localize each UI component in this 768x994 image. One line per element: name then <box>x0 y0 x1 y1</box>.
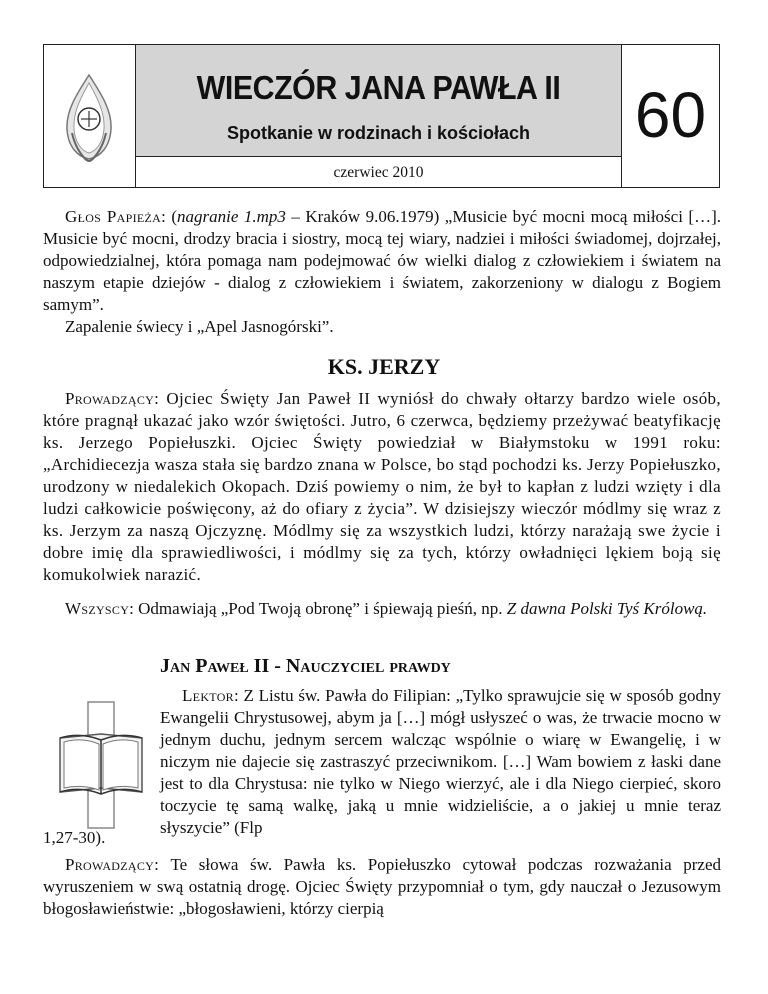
open-book-cross-icon <box>56 700 146 830</box>
main-title: WIECZÓR JANA PAWŁA II <box>196 69 561 106</box>
host-label: Prowadzący: <box>65 389 160 408</box>
section-heading-ks-jerzy: KS. JERZY <box>327 354 441 379</box>
issue-number-cell <box>621 45 719 187</box>
pope-voice-paragraph <box>43 206 721 316</box>
title-band <box>136 45 621 157</box>
issue-date: czerwiec 2010 <box>333 164 424 181</box>
section-heading-teacher: Jan Paweł II - Nauczyciel prawdy <box>160 655 451 677</box>
host-text-2: Te słowa św. Pawła ks. Popiełuszko cytował podczas rozważania przed wyruszeniem w swą ostatnią drogę. Ojciec Święty przypomniał o tym, gdy nauczał o Jezusowym błogosławieństwie: „błogosławieni, którzy cierpią <box>43 855 721 918</box>
all-text: : Odmawiają „Pod Twoją obronę” i śpiewają pieśń, np. <box>129 599 507 618</box>
issue-number: 60 <box>634 79 707 151</box>
all-paragraph <box>43 598 721 620</box>
title-cell <box>136 45 621 187</box>
host-text: Ojciec Święty Jan Paweł II wyniósł do chwały ołtarzy bardzo wiele osób, które pragnął ukazać jako wzór świętości. Jutro, 6 czerwca, będziemy przeżywać beatyfikację ks. Jerzego Popiełuszki. Ojciec Święty powiedział w Białymstoku w 1991 roku: „Archidiecezja wasza stała się bardzo znana w Polsce, bo stąd pochodzi ks. Jerzy Popiełuszko, urodzony w niedalekich Okopach. Dziś powiemy o nim, że był to kapłan z ludzi wzięty i dla ludzi całkowicie poświęcony, aż do ofiary z życia”. W dzisiejszy wieczór módlmy się wraz z ks. Jerzym za naszą Ojczyznę. Módlmy się za wszystkich ludzi, którzy narażają swe życie i dobre imię dla sprawiedliwości, i módlmy się za tych, którzy owładnięci lękiem boją się komukolwiek narazić. <box>43 389 721 584</box>
pope-voice-text: – Kraków 9.06.1979) „Musicie być mocni mocą miłości […]. Musicie być mocni, drodzy bracia i siostry, mocą tej wiary, nadziei i miłości świadomej, dojrzałej, odpowiedzialnej, która pomaga nam podejmować ów wielki dialog z człowiekiem i światem na naszym etapie dziejów - dialog z człowiekiem i światem, zakorzeniony w dialogu z Bogiem samym”. <box>43 207 721 314</box>
candle-logo-icon <box>58 73 120 163</box>
host-paragraph-2 <box>43 854 721 920</box>
song-title: Z dawna Polski Tyś Królową. <box>506 599 708 618</box>
reader-paragraph <box>160 685 721 839</box>
reader-text: : Z Listu św. Pawła do Filipian: „Tylko sprawujcie się w sposób godny Ewangelii Chrystusowej, abym ja […] mógł usłyszeć o was, że trwacie mocno w jednym duchu, jednym sercem walcząc wspólnie o wiarę w Ewangelię, i w niczym nie dajecie się zastraszyć przeciwnikom. […] Wam bowiem z łaski dane jest to dla Chrystusa: nie tylko w Niego wierzyć, ale i dla Niego cierpieć, skoro toczycie tę samą walkę, jaką u mnie widzieliście, a o jakiej u mnie teraz słyszycie” (Flp <box>160 686 721 837</box>
subtitle: Spotkanie w rodzinach i kościołach <box>226 123 531 143</box>
pope-voice-colon: : ( <box>161 207 178 226</box>
reader-label: Lektor <box>182 686 234 705</box>
all-label: Wszyscy <box>65 599 130 618</box>
header-box <box>43 44 720 188</box>
host-paragraph-1 <box>43 388 721 586</box>
recording-source: nagranie 1.mp3 <box>177 207 286 226</box>
logo-cell <box>44 45 136 187</box>
pope-voice-label: Głos Papieża <box>65 207 162 226</box>
candle-paragraph: Zapalenie świecy i „Apel Jasnogórski”. <box>65 317 334 336</box>
reader-citation-tail: 1,27-30). <box>43 828 106 847</box>
host-label-2: Prowadzący: <box>65 855 160 874</box>
